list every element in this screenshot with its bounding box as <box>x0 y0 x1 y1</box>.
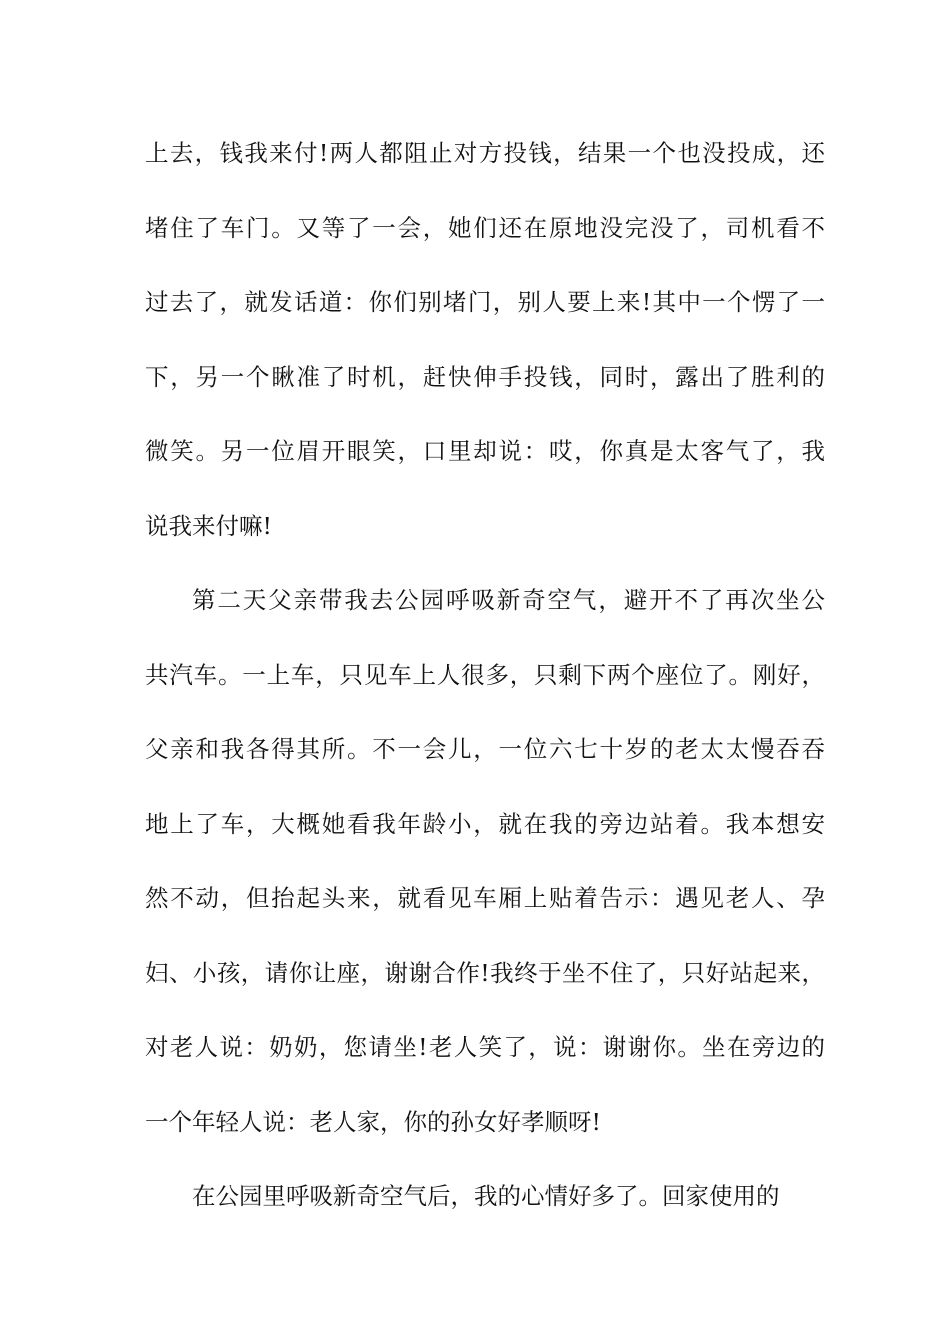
text-line: 第二天父亲带我去公园呼吸新奇空气，避开不了再次坐公 <box>192 586 825 614</box>
text-line: 父亲和我各得其所。不一会儿，一位六七十岁的老太太慢吞吞 <box>145 735 825 763</box>
text-line: 微笑。另一位眉开眼笑，口里却说：哎，你真是太客气了，我 <box>145 437 825 465</box>
text-line: 堵住了车门。又等了一会，她们还在原地没完没了，司机看不 <box>145 213 825 242</box>
text-line: 说我来付嘛! <box>145 511 272 540</box>
paragraph-2 <box>145 575 825 1171</box>
text-line: 上去，钱我来付!两人都阻止对方投钱，结果一个也没投成，还 <box>145 139 825 167</box>
text-line: 一个年轻人说：老人家，你的孙女好孝顺呀! <box>145 1107 601 1136</box>
text-line: 地上了车，大概她看我年龄小，就在我的旁边站着。我本想安 <box>145 809 825 838</box>
text-line: 下，另一个瞅准了时机，赶快伸手投钱，同时，露出了胜利的 <box>145 362 825 391</box>
text-line: 对老人说：奶奶，您请坐!老人笑了，说：谢谢你。坐在旁边的 <box>145 1033 825 1061</box>
paragraph-1 <box>145 128 825 575</box>
text-line: 然不动，但抬起头来，就看见车厢上贴着告示：遇见老人、孕 <box>145 884 825 912</box>
paragraph-3 <box>145 1171 825 1246</box>
text-line: 妇、小孩，请你让座，谢谢合作!我终于坐不住了，只好站起来， <box>145 958 825 987</box>
text-line: 共汽车。一上车，只见车上人很多，只剩下两个座位了。刚好， <box>145 660 825 689</box>
body-text <box>145 128 825 1246</box>
text-line: 在公园里呼吸新奇空气后，我的心情好多了。回家使用的 <box>192 1182 780 1210</box>
text-line: 过去了，就发话道：你们别堵门，别人要上来!其中一个愣了一 <box>145 288 825 316</box>
